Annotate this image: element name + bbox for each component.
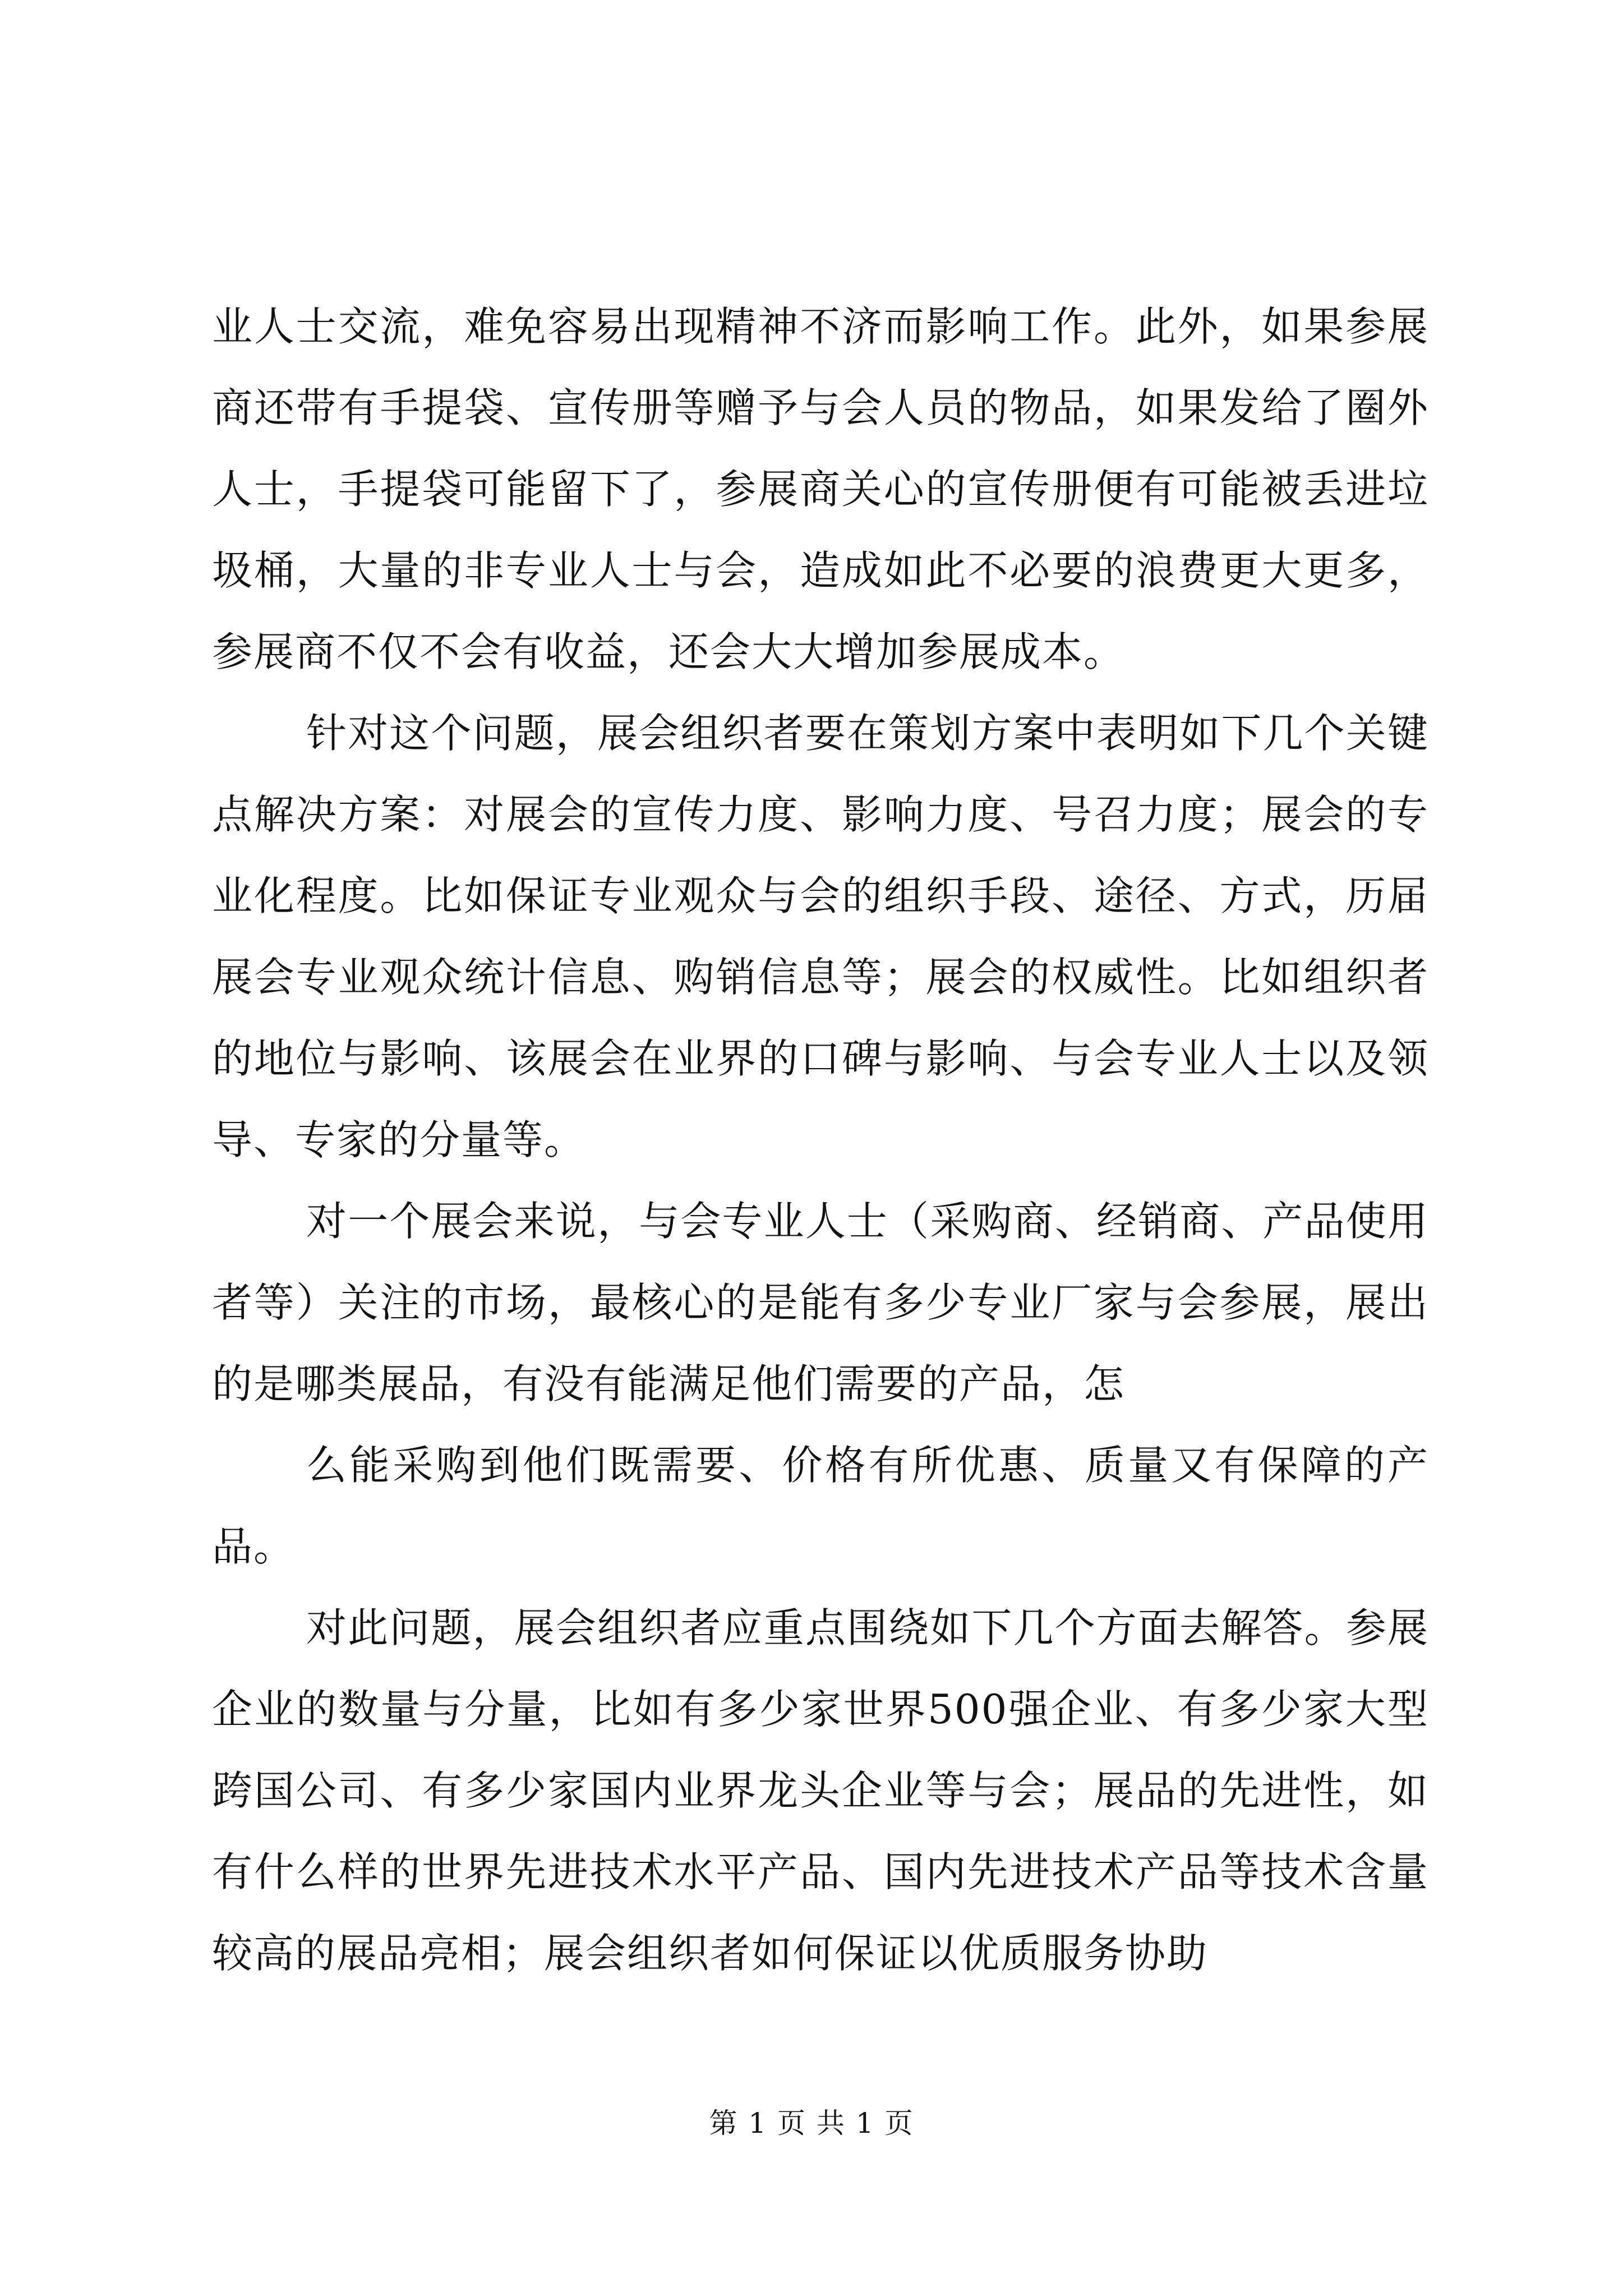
paragraph-1: 业人士交流，难免容易出现精神不济而影响工作。此外，如果参展商还带有手提袋、宣传册等赠予与会人员的物品，如果发给了圈外人士，手提袋可能留下了，参展商关心的宣传册便有可能被丢进垃圾桶，大量的非专业人士与会，造成如此不必要的浪费更大更多，参展商不仅不会有收益，还会大大增加参展成本。 [212,303,1429,675]
paragraph-2: 针对这个问题，展会组织者要在策划方案中表明如下几个关键点解决方案：对展会的宣传力度、影响力度、号召力度；展会的专业化程度。比如保证专业观众与会的组织手段、途径、方式，历届展会专业观众统计信息、购销信息等；展会的权威性。比如组织者的地位与影响、该展会在业界的口碑与影响、与会专业人士以及领导、专家的分量等。 [212,710,1429,1163]
paragraph-5: 对此问题，展会组织者应重点围绕如下几个方面去解答。参展企业的数量与分量，比如有多少家世界500强企业、有多少家大型跨国公司、有多少家国内业界龙头企业等与会；展品的先进性，如有什么样的世界先进技术水平产品、国内先进技术产品等技术含量较高的展品亮相；展会组织者如何保证以优质服务协助 [212,1604,1429,1977]
paragraph-3: 对一个展会来说，与会专业人士（采购商、经销商、产品使用者等）关注的市场，最核心的是能有多少专业厂家与会参展，展出的是哪类展品，有没有能满足他们需要的产品，怎 [212,1198,1429,1407]
paragraph-4: 么能采购到他们既需要、价格有所优惠、质量又有保障的产品。 [212,1442,1429,1570]
document-body [212,286,1429,1994]
page-footer: 第 1 页 共 1 页 [709,2107,914,2139]
